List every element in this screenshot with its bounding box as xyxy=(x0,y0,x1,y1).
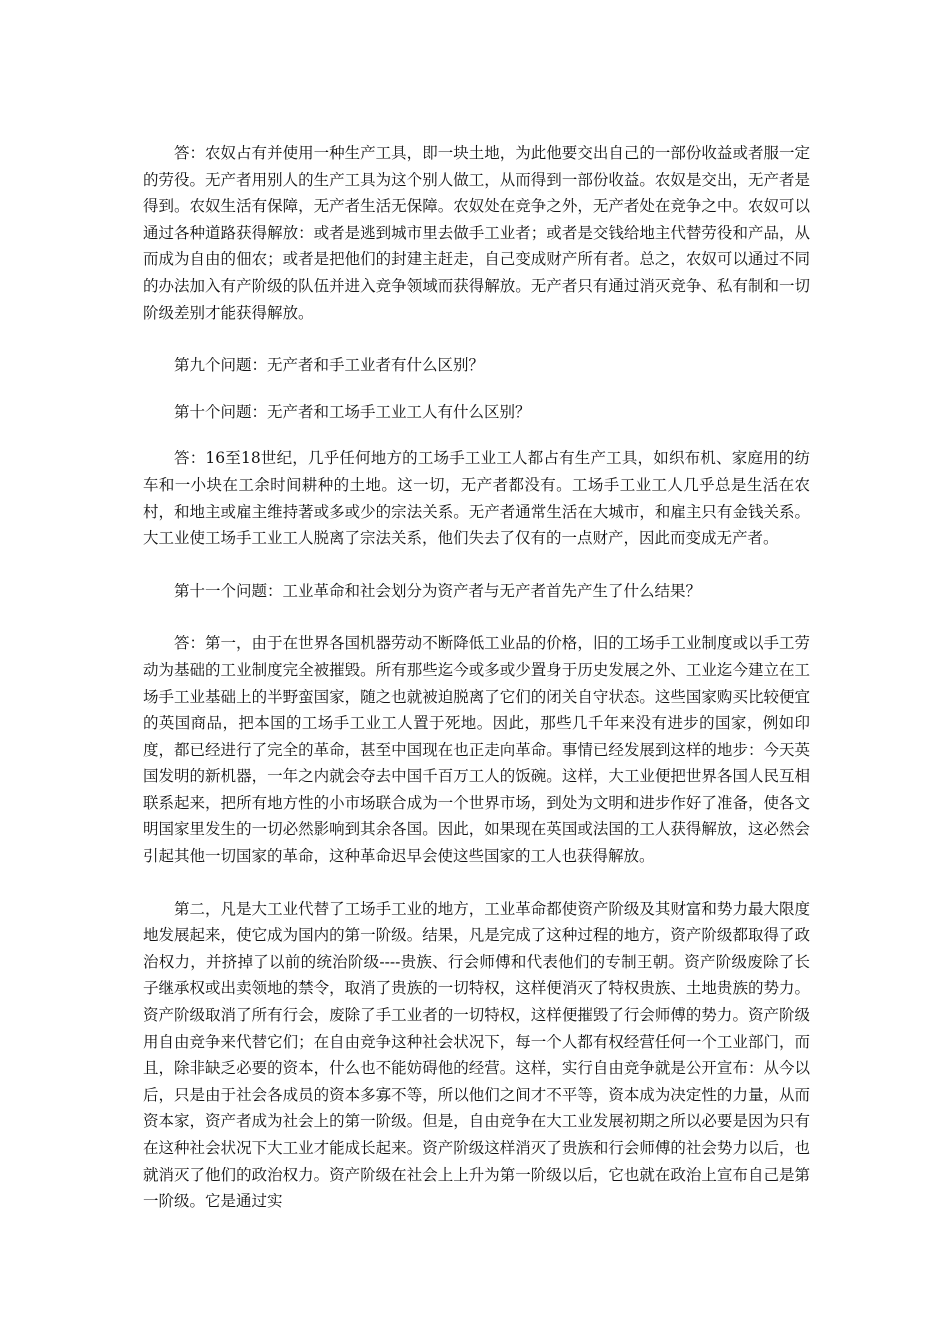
question-9: 第九个问题：无产者和手工业者有什么区别？ xyxy=(174,356,485,375)
document-page xyxy=(143,140,810,1215)
question-11: 第十一个问题：工业革命和社会划分为资产者与无产者首先产生了什么结果？ xyxy=(174,581,702,600)
paragraph-answer-8: 答：农奴占有并使用一种生产工具，即一块土地，为此他要交出自己的一部份收益或者服一定的劳役。无产者用别人的生产工具为这个别人做工，从而得到一部份收益。农奴是交出，无产者是得到。农奴生活有保障，无产者生活无保障。农奴处在竞争之外，无产者处在竞争之中。农奴可以通过各种道路获得解放：或者是逃到城市里去做手工业者；或者是交钱给地主代替劳役和产品，从而成为自由的佃农；或者是把他们的封建主赶走，自己变成财产所有者。总之，农奴可以通过不同的办法加入有产阶级的队伍并进入竞争领域而获得解放。无产者只有通过消灭竞争、私有制和一切阶级差别才能获得解放。 xyxy=(143,144,810,322)
question-10: 第十个问题：无产者和工场手工业工人有什么区别？ xyxy=(174,402,531,421)
paragraph-answer-10: 答：16至18世纪，几乎任何地方的工场手工业工人都占有生产工具，如织布机、家庭用的纺车和一小块在工余时间耕种的土地。这一切，无产者都没有。工场手工业工人几乎总是生活在农村，和地主或雇主维持著或多或少的宗法关系。无产者通常生活在大城市，和雇主只有金钱关系。大工业使工场手工业工人脱离了宗法关系，他们失去了仅有的一点财产，因此而变成无产者。 xyxy=(143,449,810,548)
paragraph-answer-11-part-2: 第二，凡是大工业代替了工场手工业的地方，工业革命都使资产阶级及其财富和势力最大限度地发展起来，使它成为国内的第一阶级。结果，凡是完成了这种过程的地方，资产阶级都取得了政治权力，并挤掉了以前的统治阶级----贵族、行会师傅和代表他们的专制王朝。资产阶级废除了长子继承权或出卖领地的禁令，取消了贵族的一切特权，这样便消灭了特权贵族、土地贵族的势力。资产阶级取消了所有行会，废除了手工业者的一切特权，这样便摧毁了行会师傅的势力。资产阶级用自由竞争来代替它们；在自由竞争这种社会状况下，每一个人都有权经营任何一个工业部门，而且，除非缺乏必要的资本，什么也不能妨碍他的经营。这样，实行自由竞争就是公开宣布：从今以后，只是由于社会各成员的资本多寡不等，所以他们之间才不平等，资本成为决定性的力量，从而资本家，资产者成为社会上的第一阶级。但是，自由竞争在大工业发展初期之所以必要是因为只有在这种社会状况下大工业才能成长起来。资产阶级这样消灭了贵族和行会师傅的社会势力以后，也就消灭了他们的政治权力。资产阶级在社会上上升为第一阶级以后，它也就在政治上宣布自己是第一阶级。它是通过实 xyxy=(143,899,810,1211)
paragraph-answer-11-part-1: 答：第一，由于在世界各国机器劳动不断降低工业品的价格，旧的工场手工业制度或以手工劳动为基础的工业制度完全被摧毁。所有那些迄今或多或少置身于历史发展之外、工业迄今建立在工场手工业基础上的半野蛮国家，随之也就被迫脱离了它们的闭关自守状态。这些国家购买比较便宜的英国商品，把本国的工场手工业工人置于死地。因此，那些几千年来没有进步的国家，例如印度，都已经进行了完全的革命，甚至中国现在也正走向革命。事情已经发展到这样的地步：今天英国发明的新机器，一年之内就会夺去中国千百万工人的饭碗。这样，大工业便把世界各国人民互相联系起来，把所有地方性的小市场联合成为一个世界市场，到处为文明和进步作好了准备，使各文明国家里发生的一切必然影响到其余各国。因此，如果现在英国或法国的工人获得解放，这必然会引起其他一切国家的革命，这种革命迟早会使这些国家的工人也获得解放。 xyxy=(143,634,810,866)
